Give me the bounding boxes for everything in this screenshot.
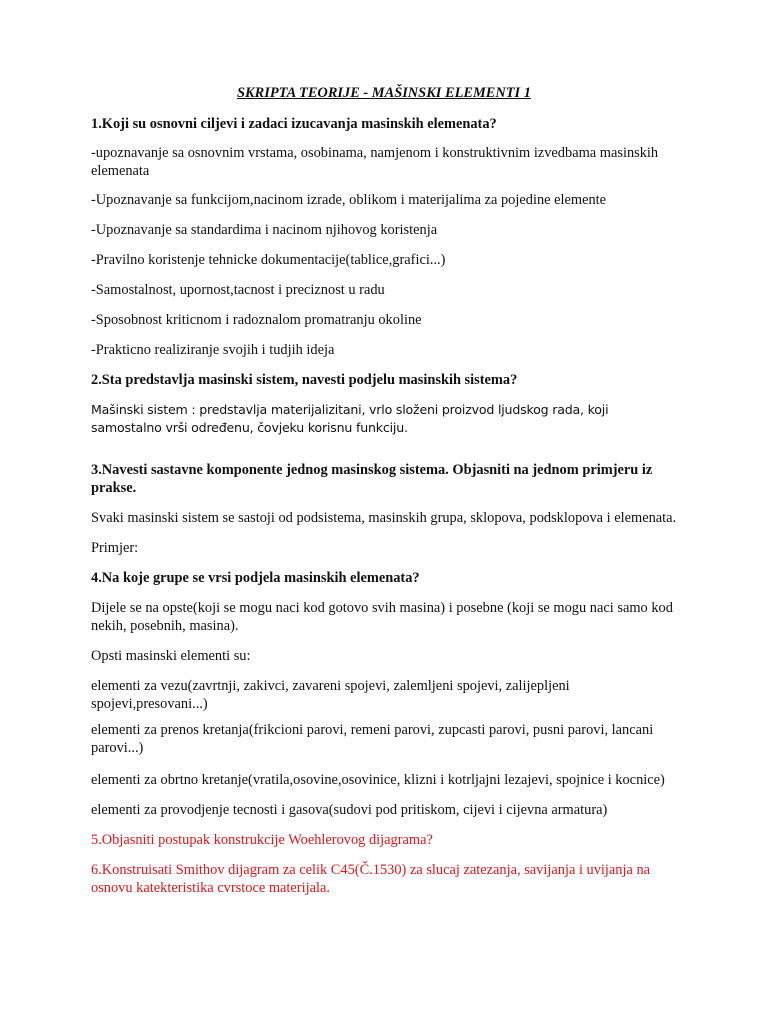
answer-4-item: Dijele se na opste(koji se mogu naci kod gotovo svih masina) i posebne (koji se mogu naci samo kod nekih, posebnih, masina). (91, 600, 673, 634)
question-5: 5.Objasniti postupak konstrukcije Woehlerovog dijagrama? (91, 832, 433, 848)
answer-1-item: -upoznavanje sa osnovnim vrstama, osobinama, namjenom i konstruktivnim izvedbama masinskih elemenata (91, 145, 659, 179)
question-4: 4.Na koje grupe se vrsi podjela masinskih elemenata? (91, 570, 420, 586)
question-3: 3.Navesti sastavne komponente jednog masinskog sistema. Objasniti na jednom primjeru iz prakse. (91, 462, 653, 496)
answer-4-item: elementi za provodjenje tecnosti i gasova(sudovi pod pritiskom, cijevi i cijevna armatura) (91, 802, 608, 818)
question-6: 6.Konstruisati Smithov dijagram za celik C45(Č.1530) za slucaj zatezanja, savijanja i uvijanja na osnovu katekteristika cvrstoce materijala. (91, 862, 651, 896)
question-2: 2.Sta predstavlja masinski sistem, navesti podjelu masinskih sistema? (91, 372, 518, 388)
answer-2: Mašinski sistem : predstavlja materijalizitani, vrlo složeni proizvod ljudskog rada, koji samostalno vrši određenu, čovjeku korisnu funkciju. (91, 402, 609, 435)
answer-4-item: elementi za vezu(zavrtnji, zakivci, zavareni spojevi, zalemljeni spojevi, zalijepljeni spojevi,presovani...) (91, 678, 570, 712)
answer-1-item: -Pravilno koristenje tehnicke dokumentacije(tablice,grafici...) (91, 252, 446, 268)
answer-4-item: elementi za obrtno kretanje(vratila,osovine,osovinice, klizni i kotrljajni lezajevi, spojnice i kocnice) (91, 772, 665, 788)
answer-1-item: -Samostalnost, upornost,tacnost i preciznost u radu (91, 282, 385, 298)
question-1: 1.Koji su osnovni ciljevi i zadaci izucavanja masinskih elemenata? (91, 116, 497, 132)
answer-3-example: Primjer: (91, 540, 139, 556)
answer-1-item: -Prakticno realiziranje svojih i tudjih ideja (91, 342, 335, 358)
document-title: SKRIPTA TEORIJE - MAŠINSKI ELEMENTI 1 (237, 85, 531, 101)
answer-4-item: Opsti masinski elementi su: (91, 648, 251, 664)
answer-3-text: Svaki masinski sistem se sastoji od podsistema, masinskih grupa, sklopova, podsklopova i elemenata. (91, 510, 677, 526)
answer-1-item: -Upoznavanje sa funkcijom,nacinom izrade, oblikom i materijalima za pojedine elemente (91, 192, 607, 208)
answer-4-item: elementi za prenos kretanja(frikcioni parovi, remeni parovi, zupcasti parovi, pusni parovi, lancani parovi...) (91, 722, 654, 756)
answer-1-item: -Sposobnost kriticnom i radoznalom promatranju okoline (91, 312, 422, 328)
answer-1-item: -Upoznavanje sa standardima i nacinom njihovog koristenja (91, 222, 438, 238)
